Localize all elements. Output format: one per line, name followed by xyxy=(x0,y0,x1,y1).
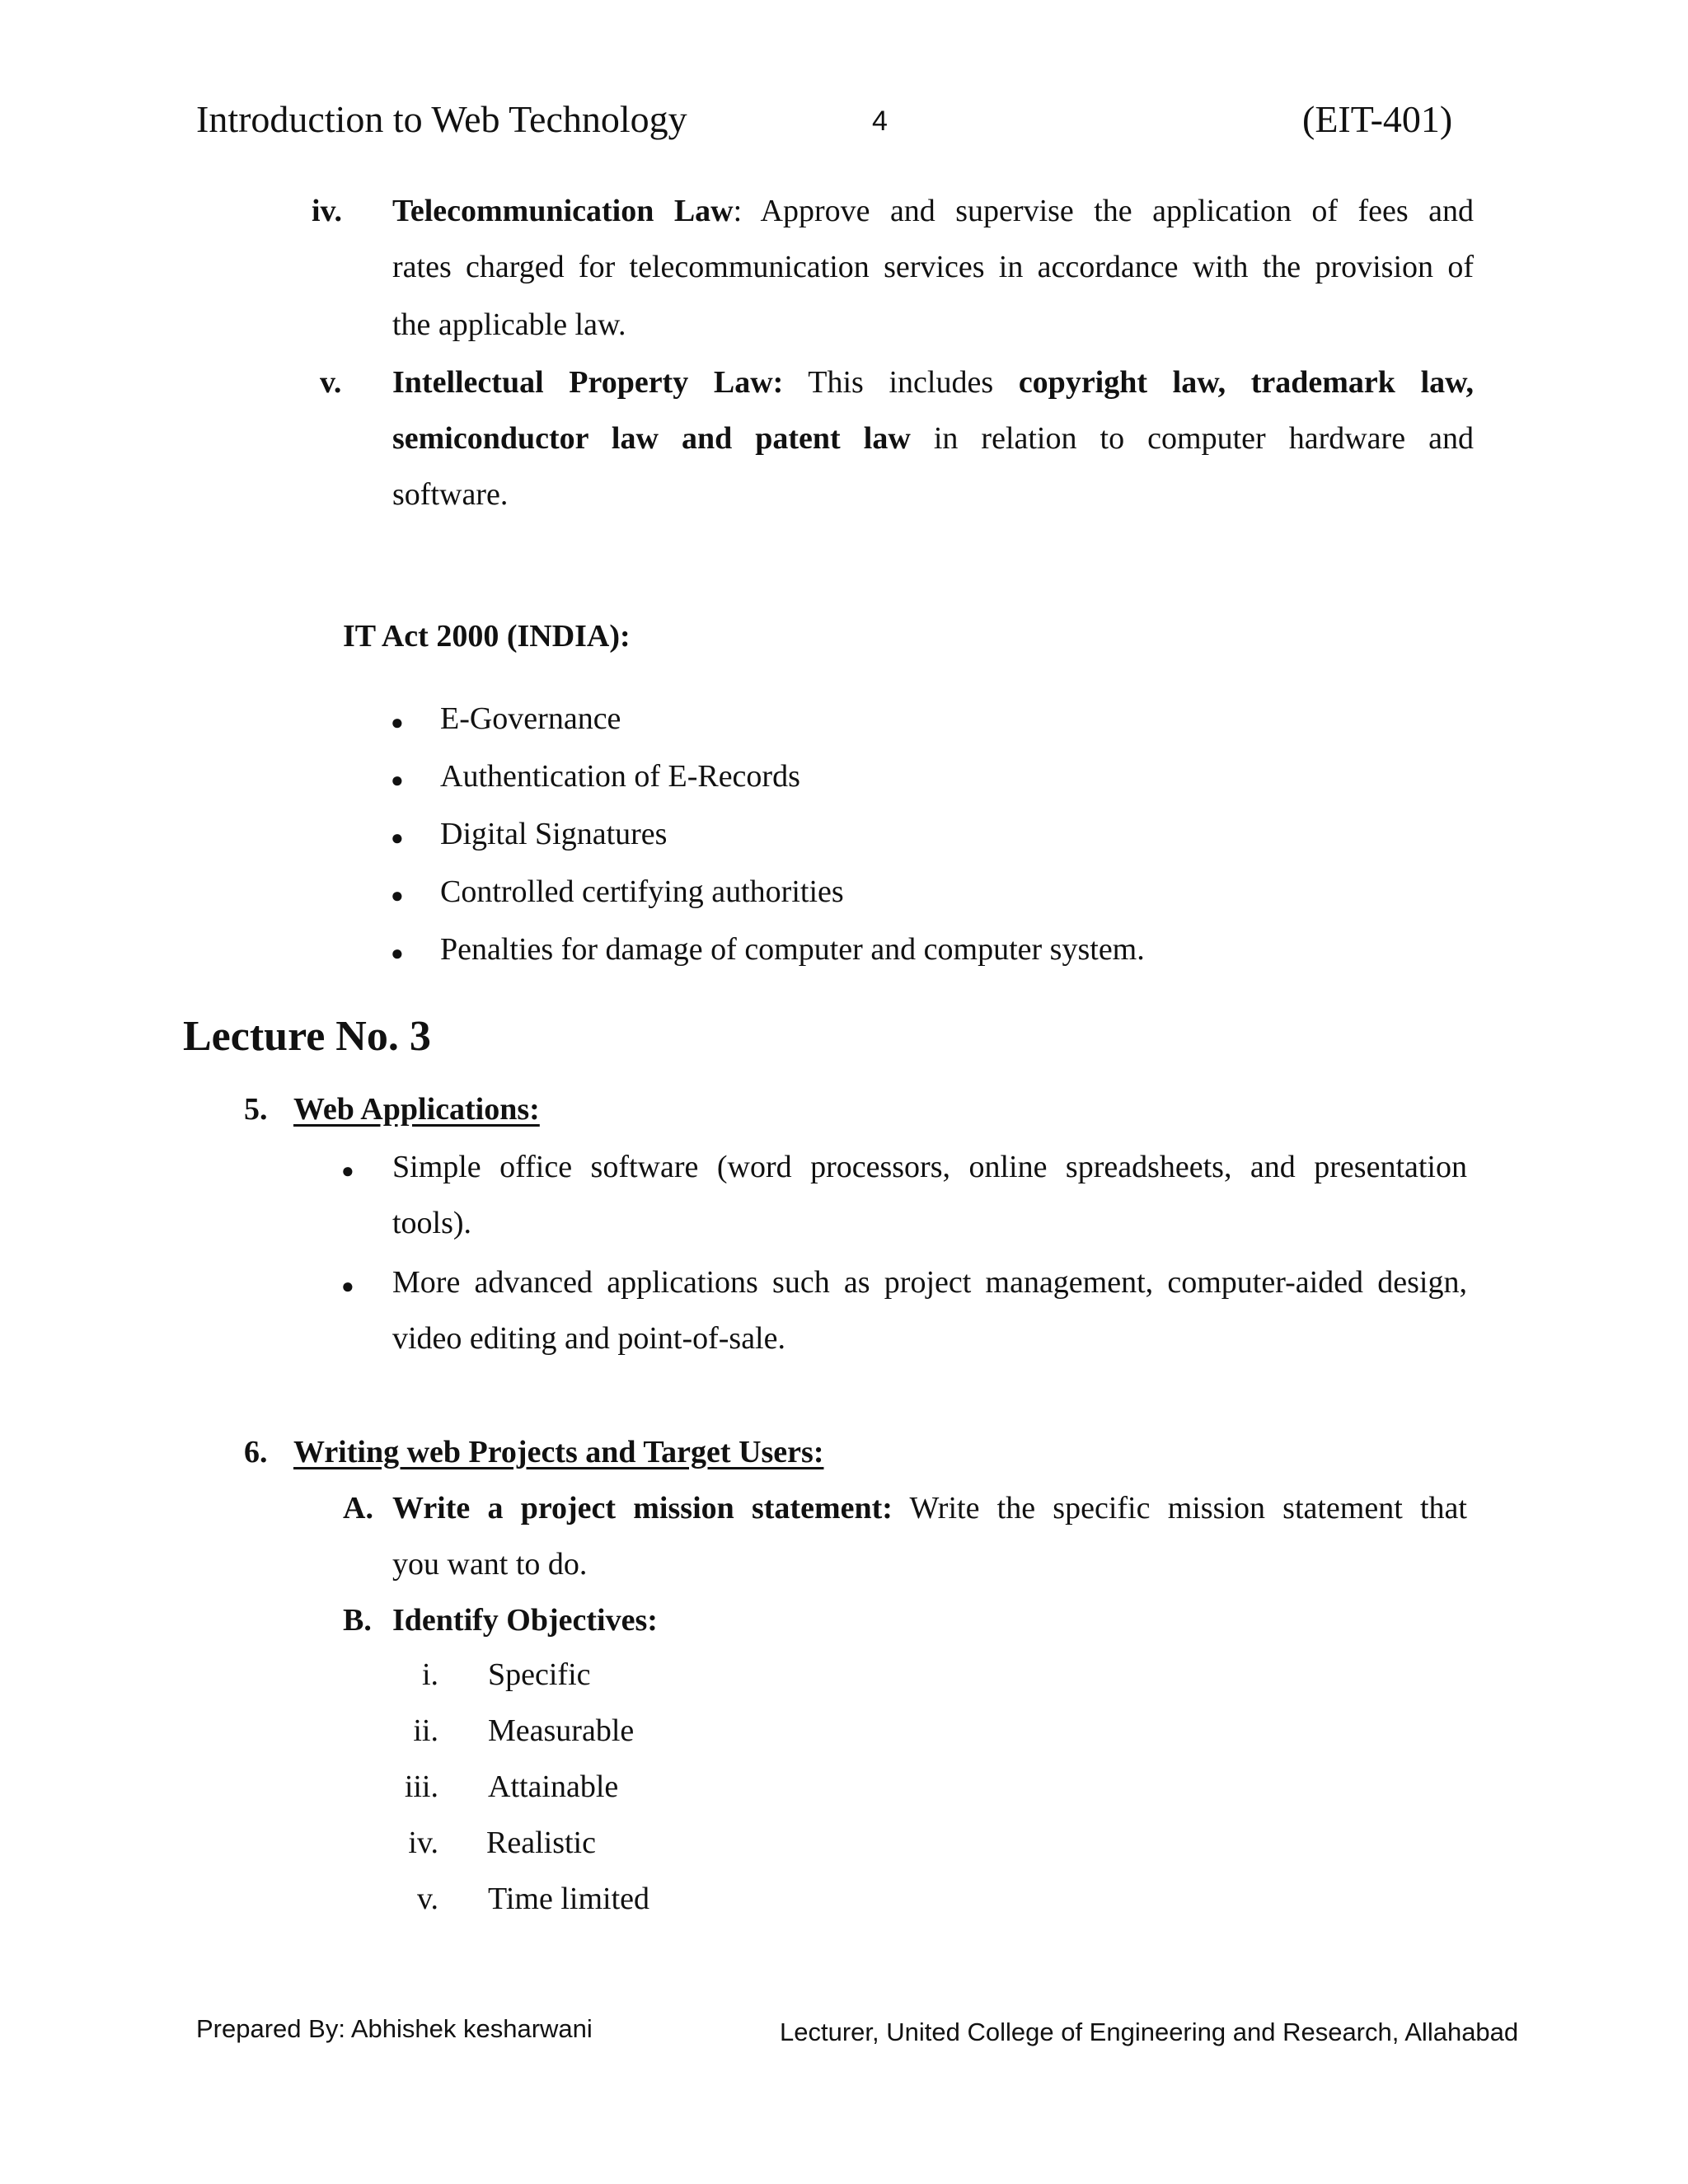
bullet-icon: ● xyxy=(391,826,404,850)
law-line: software. xyxy=(392,477,509,512)
law-bold-text: semiconductor law and patent law xyxy=(392,421,911,456)
objective-label: Specific xyxy=(488,1657,591,1692)
list-item-text: Controlled certifying authorities xyxy=(440,874,844,909)
list-item-text: E-Governance xyxy=(440,701,621,736)
objective-label: Time limited xyxy=(488,1882,650,1916)
page-number: 4 xyxy=(872,105,888,137)
section-number: 6. xyxy=(244,1435,268,1469)
sub-item-letter: B. xyxy=(343,1603,372,1638)
list-item-text: Penalties for damage of computer and computer system. xyxy=(440,932,1145,967)
lecture-heading: Lecture No. 3 xyxy=(183,1013,431,1060)
bullet-icon: ● xyxy=(341,1274,354,1298)
course-code: (EIT-401) xyxy=(1302,98,1453,140)
bullet-icon: ● xyxy=(391,941,404,965)
objective-numeral: i. xyxy=(421,1657,438,1692)
sub-item-line xyxy=(392,1490,1467,1526)
law-line xyxy=(392,420,1474,457)
objective-numeral: ii. xyxy=(413,1713,438,1748)
law-line: the applicable law. xyxy=(392,307,626,342)
it-act-heading: IT Act 2000 (INDIA): xyxy=(343,619,631,654)
objective-label: Measurable xyxy=(488,1713,635,1748)
law-line xyxy=(392,193,1474,229)
list-item-text: tools). xyxy=(392,1206,472,1240)
sub-item-bold: Write a project mission statement: xyxy=(392,1491,893,1526)
law-numeral: v. xyxy=(320,365,342,400)
bullet-icon: ● xyxy=(391,768,404,792)
list-item-text: Digital Signatures xyxy=(440,817,668,851)
section-number: 5. xyxy=(244,1092,268,1127)
list-item-text: Simple office software (word processors, online spreadsheets, and presentation xyxy=(392,1150,1467,1184)
section-title: Web Applications: xyxy=(293,1092,540,1127)
course-title: Introduction to Web Technology xyxy=(196,98,687,140)
list-item-text: More advanced applications such as project management, computer-aided design, xyxy=(392,1265,1467,1300)
sub-item-bold: Identify Objectives: xyxy=(392,1603,658,1638)
objective-numeral: iii. xyxy=(404,1769,438,1804)
bullet-icon: ● xyxy=(391,883,404,907)
bullet-icon: ● xyxy=(391,710,404,734)
sub-item-letter: A. xyxy=(343,1491,373,1526)
bullet-icon: ● xyxy=(341,1159,354,1183)
objective-label: Realistic xyxy=(486,1825,596,1860)
law-text: This includes xyxy=(783,365,1019,400)
law-bold-text: copyright law, trademark law, xyxy=(1018,365,1474,400)
law-text: in relation to computer hardware and xyxy=(910,421,1474,456)
objective-numeral: iv. xyxy=(408,1825,438,1860)
law-numeral: iv. xyxy=(312,194,342,228)
law-line: rates charged for telecommunication services in accordance with the provision of xyxy=(392,250,1474,284)
sub-item-line: you want to do. xyxy=(392,1547,588,1582)
footer-affiliation: Lecturer, United College of Engineering and Research, Allahabad xyxy=(780,2018,1519,2046)
list-item-text: Authentication of E-Records xyxy=(440,759,800,794)
law-text: : Approve and supervise the application of fees and xyxy=(733,194,1474,228)
section-title: Writing web Projects and Target Users: xyxy=(293,1435,824,1469)
law-line xyxy=(392,364,1474,401)
objective-label: Attainable xyxy=(488,1769,619,1804)
list-item-text: video editing and point-of-sale. xyxy=(392,1321,785,1356)
law-title: Intellectual Property Law: xyxy=(392,365,784,400)
law-title: Telecommunication Law xyxy=(392,194,734,228)
footer-prepared-by: Prepared By: Abhishek kesharwani xyxy=(196,2014,593,2043)
sub-item-text: Write the specific mission statement that xyxy=(892,1491,1467,1526)
objective-numeral: v. xyxy=(416,1882,438,1916)
